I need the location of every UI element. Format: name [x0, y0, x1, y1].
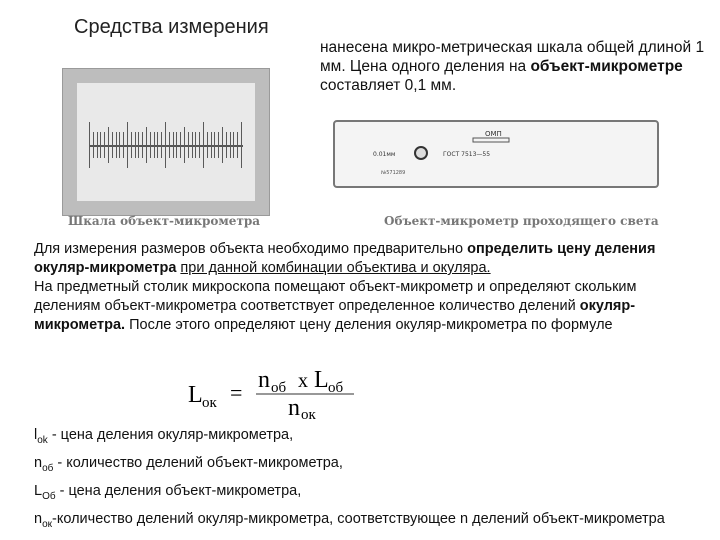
body-sentence-2: На предметный столик микроскопа помещают объект-микрометр и определяют скольким делениям объект-микрометра соответствует определенное количество делений: [34, 279, 637, 314]
formula-num-L: L: [314, 367, 329, 393]
intro-bold: объект-микрометре: [530, 58, 683, 75]
legend-text: - цена деления объект-микрометра,: [55, 482, 302, 499]
scale-tick: [112, 132, 113, 158]
scale-tick: [127, 122, 128, 168]
slide-label-left: 0.01мм: [373, 151, 396, 158]
scale-tick: [195, 132, 196, 158]
scale-tick: [173, 132, 174, 158]
formula-times: x: [298, 370, 308, 392]
scale-tick: [131, 132, 132, 158]
legend-item: [34, 480, 694, 508]
legend-item: [34, 424, 694, 452]
scale-tick: [214, 132, 215, 158]
scale-tick: [93, 132, 94, 158]
scale-tick: [222, 127, 223, 163]
slide-label-top: ОМП: [485, 130, 502, 138]
legend-list: [34, 424, 694, 536]
body-sentence-1: Для измерения размеров объекта необходимо предварительно: [34, 241, 468, 257]
legend-symbol: n: [34, 510, 43, 527]
slide-label-right: ГОСТ 7513—55: [443, 151, 491, 158]
scale-tick: [142, 132, 143, 158]
scale-tick: [241, 122, 242, 168]
legend-subscript: ок: [42, 518, 53, 530]
formula-den-n: n: [288, 395, 300, 420]
scale-tick: [135, 132, 136, 158]
legend-symbol: n: [34, 454, 43, 471]
legend-item: [34, 452, 694, 480]
object-micrometer-slide: [333, 120, 659, 188]
body-bold-1: определить цену деления окуляр-микрометра: [34, 241, 656, 276]
scale-tick: [184, 127, 185, 163]
scale-tick: [146, 127, 147, 163]
scale-tick: [165, 122, 166, 168]
scale-tick: [233, 132, 234, 158]
intro-text: [320, 38, 712, 95]
scale-tick: [108, 127, 109, 163]
formula-num-L-sub: об: [328, 380, 344, 396]
scale-tick: [237, 132, 238, 158]
body-underline: при данной комбинации объектива и окуляра.: [180, 260, 491, 276]
scale-tick: [100, 132, 101, 158]
slide-scale-circle: [415, 147, 427, 159]
formula-lhs-sub: ок: [202, 395, 217, 411]
legend-text: -количество делений окуляр-микрометра, соответствующее n делений объект-микрометра: [52, 510, 665, 527]
scale-tick: [180, 132, 181, 158]
formula-num-n-sub: об: [271, 380, 287, 396]
scale-tick: [188, 132, 189, 158]
scale-tick: [116, 132, 117, 158]
slide-serial: №571289: [381, 170, 406, 176]
legend-subscript: об: [42, 462, 54, 474]
scale-tick: [192, 132, 193, 158]
page-title: Средства измерения: [74, 16, 269, 38]
legend-text: - количество делений объект-микрометра,: [53, 454, 343, 471]
scale-tick: [138, 132, 139, 158]
scale-tick: [218, 132, 219, 158]
formula-lhs: L: [188, 382, 203, 408]
legend-subscript: Об: [42, 490, 56, 502]
body-sentence-3: После этого определяют цену деления окуляр-микрометра по формуле: [125, 317, 613, 333]
scale-tick: [97, 132, 98, 158]
legend-text: - цена деления окуляр-микрометра,: [47, 427, 294, 443]
slide-marking: [473, 138, 509, 142]
legend-symbol: l: [34, 427, 38, 443]
scale-tick: [203, 122, 204, 168]
formula-equals: =: [230, 380, 243, 405]
scale-tick: [211, 132, 212, 158]
scale-tick: [226, 132, 227, 158]
legend-symbol: L: [34, 482, 43, 499]
scale-photo: [62, 68, 270, 216]
scale-tick: [119, 132, 120, 158]
body-paragraph: [34, 240, 694, 335]
body-bold-2: окуляр-микрометра.: [34, 298, 636, 333]
scale-tick: [230, 132, 231, 158]
scale-tick: [89, 122, 90, 168]
scale-caption: Шкала объект-микрометра: [68, 214, 261, 228]
scale-tick: [207, 132, 208, 158]
legend-item: [34, 508, 694, 536]
formula: [186, 362, 362, 420]
intro-part-1: нанесена микро-метрическая шкала общей длиной 1 мм. Цена одного деления на: [320, 39, 705, 75]
scale-tick: [199, 132, 200, 158]
scale-tick: [150, 132, 151, 158]
scale-tick: [161, 132, 162, 158]
legend-subscript: ok: [37, 434, 48, 446]
intro-part-2: составляет 0,1 мм.: [320, 77, 457, 94]
slide-caption: Объект-микрометр проходящего света: [384, 214, 659, 228]
scale-photo-field: [77, 83, 255, 201]
scale-tick: [154, 132, 155, 158]
scale-tick: [104, 132, 105, 158]
scale-tick: [176, 132, 177, 158]
scale-tick: [169, 132, 170, 158]
scale-tick: [123, 132, 124, 158]
scale-tick: [157, 132, 158, 158]
formula-den-n-sub: ок: [301, 407, 316, 420]
formula-num-n: n: [258, 367, 270, 393]
